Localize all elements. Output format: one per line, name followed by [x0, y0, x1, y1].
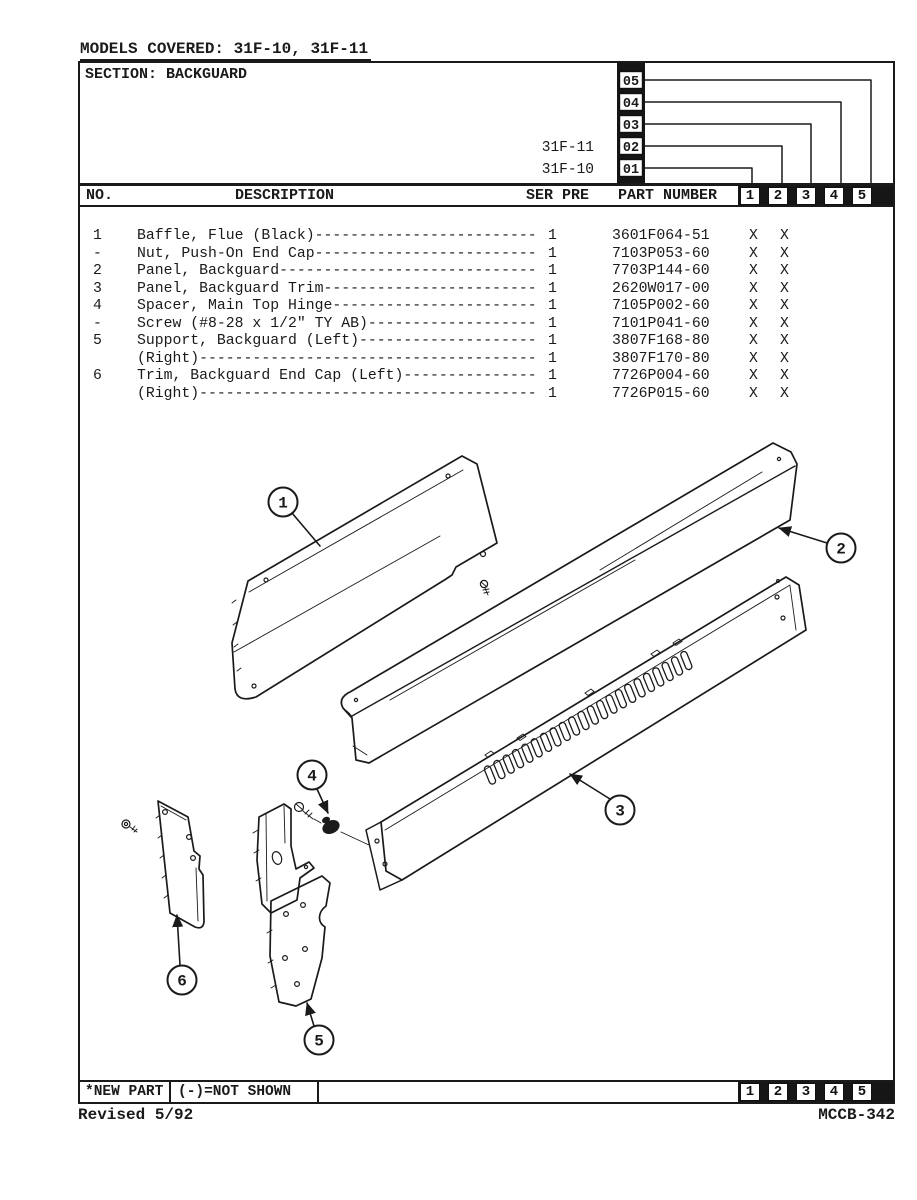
cell-model-2: X: [780, 368, 789, 384]
cell-part-number: 7726P015-60: [612, 385, 710, 402]
cell-ser-pre: 1: [548, 263, 557, 279]
cell-description: Baffle, Flue (Black)-------------------------: [137, 228, 537, 244]
screw-icon-b: [295, 803, 314, 820]
cell-model-1: X: [749, 280, 758, 297]
cell-no: 2: [93, 263, 102, 279]
cell-part-number: 7101P041-60: [612, 315, 710, 332]
cell-description: Panel, Backguard-----------------------------: [137, 263, 537, 279]
cell-no: 3: [93, 280, 102, 297]
callout-5: [305, 1003, 334, 1055]
svg-text:1: 1: [278, 494, 288, 513]
model-columns-header: [738, 186, 893, 205]
cell-model-2: X: [780, 298, 789, 314]
cell-part-number: 3807F170-80: [612, 350, 710, 367]
header-ser-pre: SER PRE: [525, 187, 589, 204]
cell-model-2: X: [780, 315, 789, 332]
section-title: SECTION: BACKGUARD: [85, 66, 248, 83]
cell-model-2: X: [780, 228, 789, 244]
svg-text:3: 3: [615, 802, 625, 821]
model-column-box: 3: [796, 1083, 816, 1101]
part-2-backguard-panel: [341, 443, 797, 763]
content-frame: [78, 61, 895, 1104]
ladder-code: 03: [622, 119, 640, 134]
model-column-ladder: [530, 63, 893, 183]
cell-part-number: 7103P053-60: [612, 245, 710, 262]
ladder-code-boxes: [620, 72, 643, 179]
model-column-box: 2: [768, 1083, 788, 1101]
header-no: NO.: [86, 187, 114, 204]
cell-model-1: X: [749, 385, 758, 402]
cell-description: Support, Backguard (Left)--------------------: [137, 333, 537, 349]
cell-part-number: 7703P144-60: [612, 263, 710, 279]
model-column-box: 5: [852, 187, 872, 205]
model-column-box: 4: [824, 187, 844, 205]
model-column-box: 2: [768, 187, 788, 205]
ladder-code: 02: [622, 141, 640, 156]
clip-marks: [485, 639, 682, 758]
model-columns-footer: [738, 1082, 893, 1102]
cell-no: 5: [93, 333, 102, 349]
cell-part-number: 2620W017-00: [612, 280, 710, 297]
cell-ser-pre: 1: [548, 333, 557, 349]
model-column-box: 4: [824, 1083, 844, 1101]
cell-no: 6: [93, 368, 102, 384]
cell-no: -: [93, 245, 102, 262]
cell-model-2: X: [780, 245, 789, 262]
cell-description: (Right)--------------------------------------: [137, 385, 537, 402]
spacer-cap: [314, 816, 342, 837]
cell-ser-pre: 1: [548, 298, 557, 314]
cell-ser-pre: 1: [548, 245, 557, 262]
part-3-backguard-trim: [341, 577, 806, 890]
model-label-31f11: 31F-11: [541, 140, 594, 156]
svg-text:6: 6: [177, 972, 187, 991]
cell-ser-pre: 1: [548, 350, 557, 367]
cell-model-1: X: [749, 245, 758, 262]
document-code: MCCB-342: [818, 1106, 895, 1124]
model-column-box: 1: [740, 187, 760, 205]
ladder-code: 05: [622, 75, 640, 90]
part-5-support-bracket: [253, 804, 330, 1006]
cell-model-1: X: [749, 228, 758, 244]
cell-no: 4: [93, 298, 102, 314]
cell-part-number: 7726P004-60: [612, 368, 710, 384]
header-description: DESCRIPTION: [235, 187, 335, 204]
ladder-code: 04: [622, 97, 640, 112]
model-column-box: 3: [796, 187, 816, 205]
table-header: [80, 183, 893, 207]
callout-4: [298, 761, 329, 814]
model-column-box: 1: [740, 1083, 760, 1101]
cell-part-number: 3807F168-80: [612, 333, 710, 349]
cell-description: Trim, Backguard End Cap (Left)---------------: [137, 368, 537, 384]
part-6-end-cap-trim: [156, 801, 204, 928]
ladder-code: 01: [622, 163, 640, 178]
cell-model-2: X: [780, 333, 789, 349]
models-covered-heading: MODELS COVERED: 31F-10, 31F-11: [80, 40, 371, 62]
cell-model-1: X: [749, 368, 758, 384]
callout-2: [779, 528, 856, 563]
cell-model-2: X: [780, 263, 789, 279]
screw-icon-a: [480, 580, 489, 595]
cell-part-number: 7105P002-60: [612, 298, 710, 314]
svg-text:5: 5: [314, 1032, 324, 1051]
cell-model-1: X: [749, 350, 758, 367]
cell-model-1: X: [749, 298, 758, 314]
legend-bar: [80, 1080, 893, 1102]
legend-spacer: [319, 1082, 738, 1102]
svg-text:4: 4: [307, 767, 317, 786]
cell-part-number: 3601F064-51: [612, 228, 710, 244]
cell-description: Screw (#8-28 x 1/2" TY AB)-------------------: [137, 315, 537, 332]
cell-model-1: X: [749, 315, 758, 332]
revision-date: Revised 5/92: [78, 1106, 194, 1124]
cell-description: Panel, Backguard Trim------------------------: [137, 280, 537, 297]
cell-model-1: X: [749, 333, 758, 349]
cell-description: Nut, Push-On End Cap-------------------------: [137, 245, 537, 262]
cell-ser-pre: 1: [548, 280, 557, 297]
header-part-number: PART NUMBER: [618, 187, 718, 204]
callout-6: [168, 915, 197, 995]
cell-no: -: [93, 315, 102, 332]
cell-model-1: X: [749, 263, 758, 279]
not-shown-legend: (-)=NOT SHOWN: [171, 1082, 319, 1102]
callout-1: [269, 488, 321, 547]
cell-description: (Right)--------------------------------------: [137, 350, 537, 367]
cell-description: Spacer, Main Top Hinge-----------------------: [137, 298, 537, 314]
cell-model-2: X: [780, 350, 789, 367]
model-label-31f10: 31F-10: [541, 162, 594, 178]
screw-icon-c: [122, 820, 137, 832]
svg-text:2: 2: [836, 540, 846, 559]
new-part-legend: *NEW PART: [80, 1082, 171, 1102]
cell-ser-pre: 1: [548, 228, 557, 244]
model-column-box: 5: [852, 1083, 872, 1101]
cell-model-2: X: [780, 280, 789, 297]
cell-ser-pre: 1: [548, 385, 557, 402]
cell-no: 1: [93, 228, 102, 244]
exploded-parts-diagram: [80, 207, 893, 1080]
callout-3: [570, 774, 635, 825]
cell-model-2: X: [780, 385, 789, 402]
cell-ser-pre: 1: [548, 315, 557, 332]
cell-ser-pre: 1: [548, 368, 557, 384]
